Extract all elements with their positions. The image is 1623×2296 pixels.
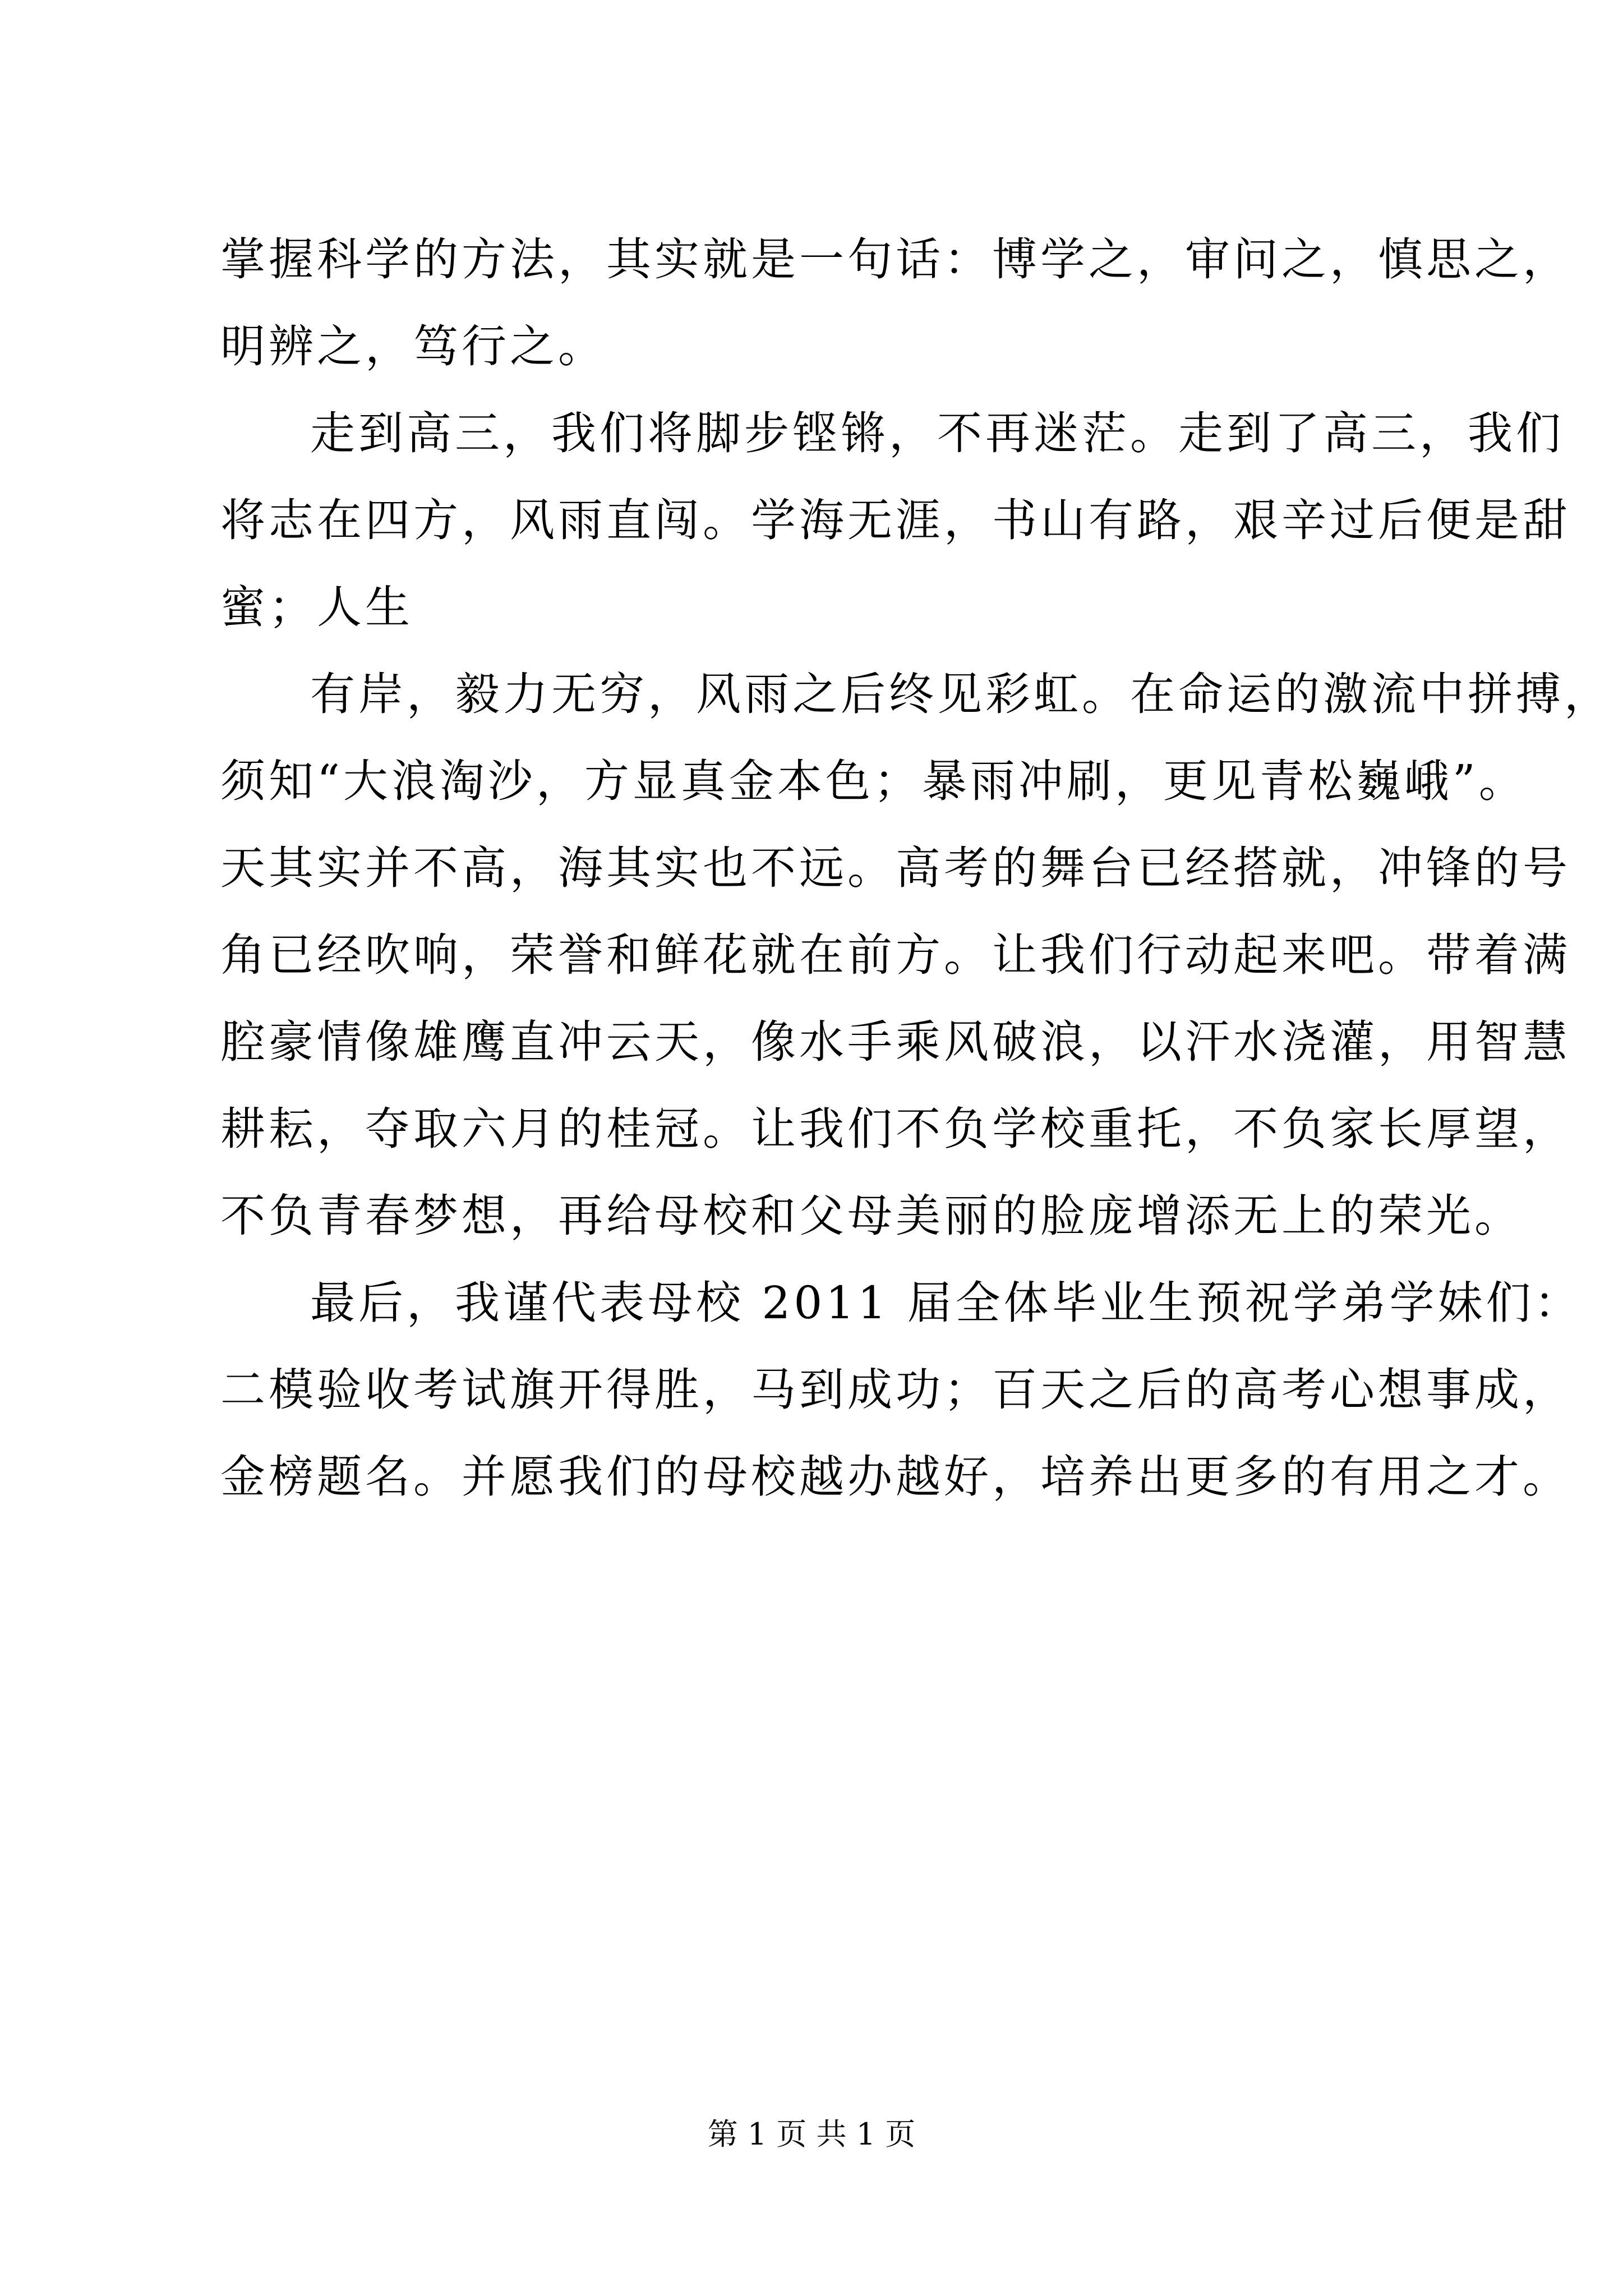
paragraph-start-line: 最后，我谨代表母校 2011 届全体毕业生预祝学弟学妹们： — [310, 1277, 1583, 1329]
text-line: 二模验收考试旗开得胜，马到成功；百天之后的高考心想事成， — [220, 1364, 1571, 1416]
paragraph-start-line: 有岸，毅力无穷，风雨之后终见彩虹。在命运的激流中拼搏， — [310, 668, 1612, 720]
document-body — [220, 216, 1612, 1520]
text-line: 将志在四方，风雨直闯。学海无涯，书山有路，艰辛过后便是甜 — [220, 494, 1571, 546]
text-line: 金榜题名。并愿我们的母校越办越好，培养出更多的有用之才。 — [220, 1451, 1571, 1503]
text-line: 不负青春梦想，再给母校和父母美丽的脸庞增添无上的荣光。 — [220, 1190, 1523, 1242]
page-number-label: 第 1 页 共 1 页 — [707, 2116, 916, 2152]
text-line: 天其实并不高，海其实也不远。高考的舞台已经搭就，冲锋的号 — [220, 842, 1571, 894]
text-line: 明辨之，笃行之。 — [220, 320, 606, 372]
page-footer — [0, 2115, 1623, 2154]
text-line: 须知“大浪淘沙，方显真金本色；暴雨冲刷，更见青松巍峨”。 — [220, 755, 1527, 807]
paragraph-start-line: 走到高三，我们将脚步铿锵，不再迷茫。走到了高三，我们 — [310, 407, 1564, 459]
text-line: 掌握科学的方法，其实就是一句话：博学之，审问之，慎思之， — [220, 233, 1571, 286]
text-line: 耕耘，夺取六月的桂冠。让我们不负学校重托，不负家长厚望， — [220, 1103, 1571, 1155]
text-line: 角已经吹响，荣誉和鲜花就在前方。让我们行动起来吧。带着满 — [220, 929, 1571, 981]
text-line: 蜜；人生 — [220, 581, 413, 633]
text-line: 腔豪情像雄鹰直冲云天，像水手乘风破浪，以汗水浇灌，用智慧 — [220, 1016, 1571, 1068]
